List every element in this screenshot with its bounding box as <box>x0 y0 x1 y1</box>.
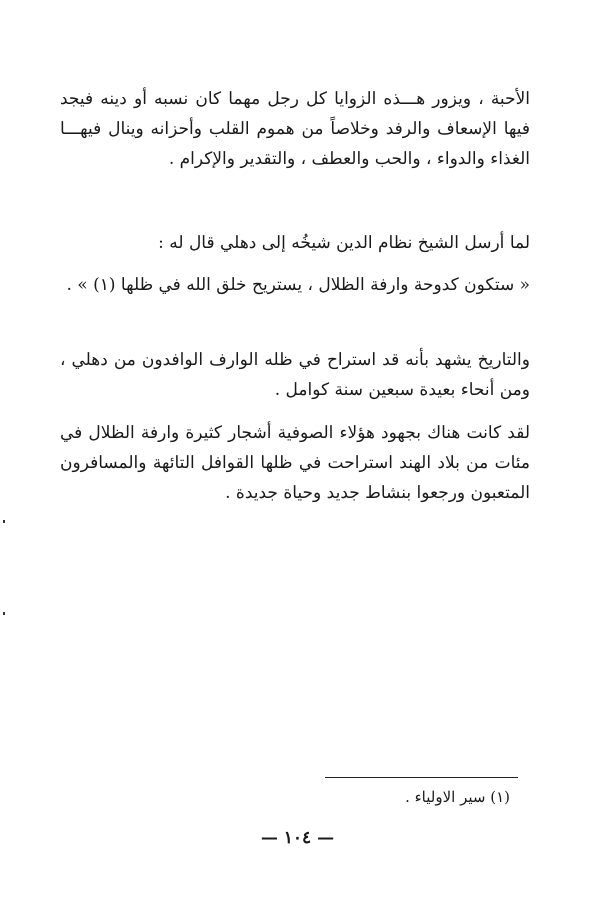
body-paragraph-4 <box>60 345 530 405</box>
footnote-divider <box>325 777 518 778</box>
scan-edge-mark <box>3 612 5 615</box>
scan-edge-mark <box>3 520 5 523</box>
body-paragraph-5 <box>60 418 530 508</box>
body-paragraph-2 <box>60 228 530 258</box>
quotation-paragraph <box>60 270 530 300</box>
paragraph-text: لما أرسل الشيخ نظام الدين شيخُه إلى دهلي قال له : <box>158 233 530 253</box>
paragraph-text: « ستكون كدوحة وارفة الظلال ، يستريح خلق الله في ظلها (١) » . <box>66 275 530 295</box>
body-paragraph-1 <box>60 84 530 174</box>
paragraph-text: الأحبة ، ويزور هـــذه الزوايا كل رجل مهما كان نسبه أو دينه فيجد فيها الإسعاف والرفد وخلاصاً من هموم القلب وأحزانه وينال فيهـــا الغذاء والدواء ، والحب والعطف ، والتقدير والإكرام . <box>60 89 530 169</box>
paragraph-text: والتاريخ يشهد بأنه قد استراح في ظله الوارف الوافدون من دهلي ، ومن أنحاء بعيدة سبعين سنة كوامل . <box>60 350 530 400</box>
page-number: — ١٠٤ — <box>260 828 335 848</box>
paragraph-text: لقد كانت هناك بجهود هؤلاء الصوفية أشجار كثيرة وارفة الظلال في مئات من بلاد الهند استراحت في ظلها القوافل التائهة والمسافرون المتعبون ورجعوا بنشاط جديد وحياة جديدة . <box>60 423 530 503</box>
footnote: (١) سير الاولياء . <box>405 788 510 806</box>
